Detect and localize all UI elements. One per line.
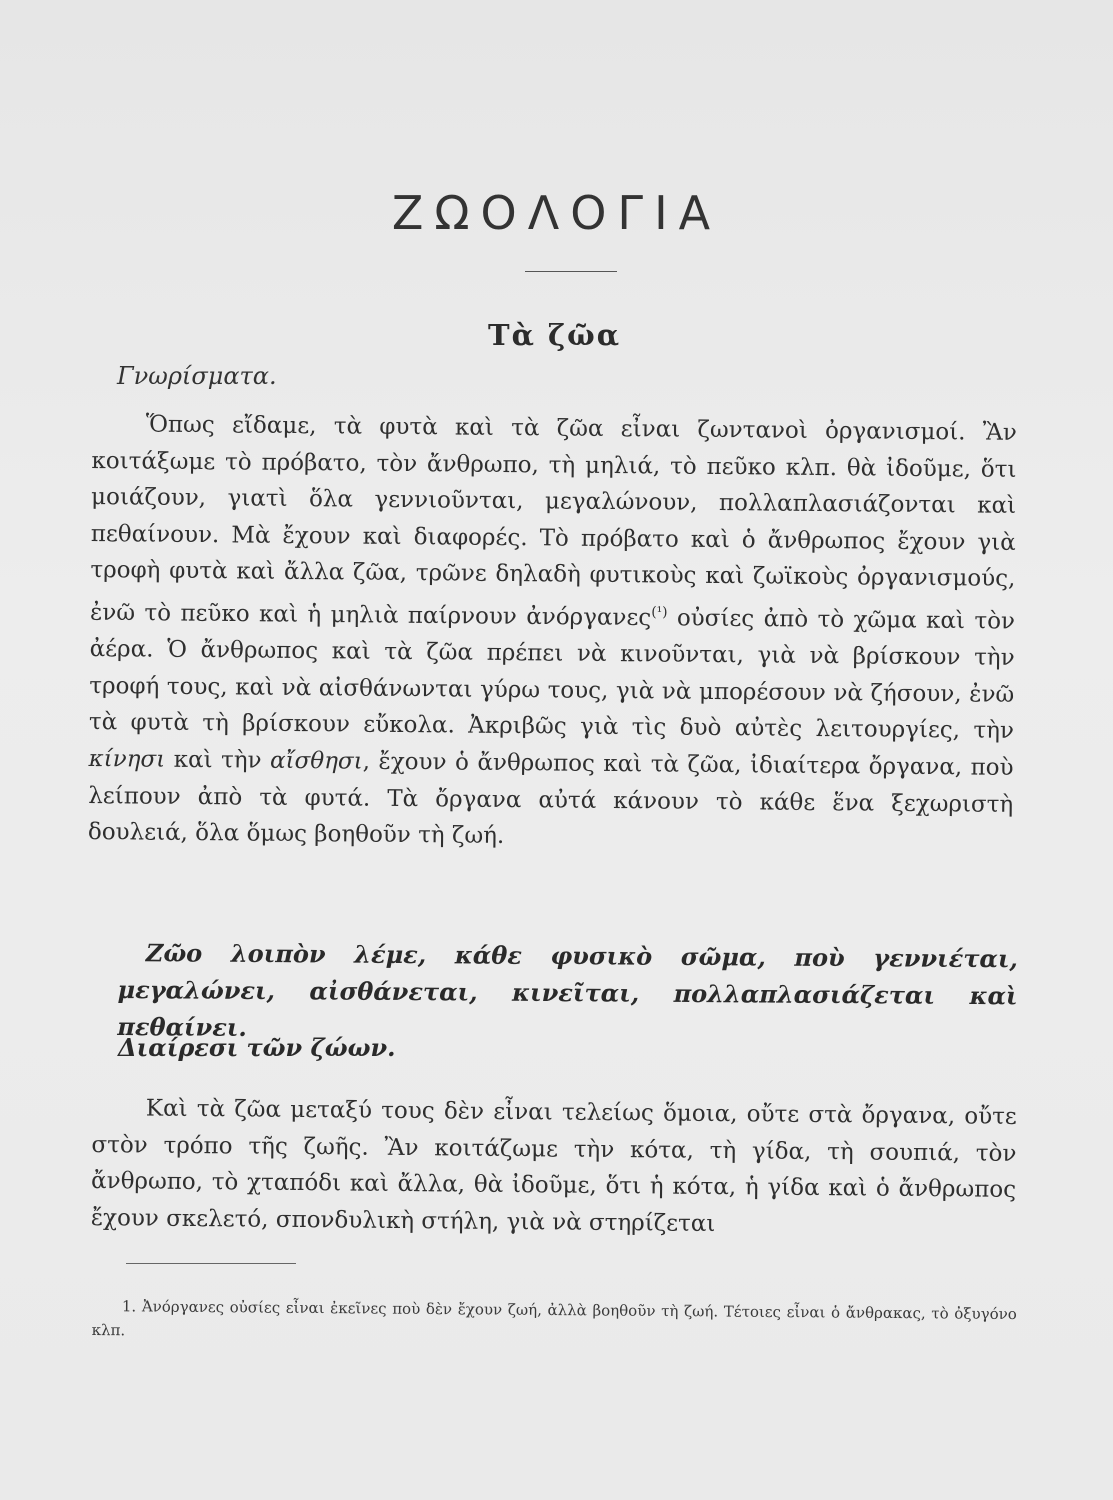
paragraph-1-and: καὶ τὴν — [165, 746, 271, 774]
paragraph-1-start: Ὅπως εἴδαμε, τὰ φυτὰ καὶ τὰ ζῶα εἶναι ζωντανοὶ ὀργανισμοί. Ἂν κοιτάξωμε τὸ πρόβατο, τὸν ἄνθρωπο, τὴ μηλιά, τὸ πεῦκο κλπ. θὰ ἰδοῦμε, ὅτι μοιάζουν, γιατὶ ὅλα γεννιοῦνται, μεγαλώνουν, πολλαπλασιάζονται καὶ πεθαίνουν. Μὰ ἔχουν καὶ διαφορές. Τὸ πρόβατο καὶ ὁ ἄνθρωπος ἔχουν γιὰ τροφὴ φυτὰ καὶ ἄλλα ζῶα, τρῶνε δηλαδὴ φυτικοὺς καὶ ζωϊκοὺς ὀργανισμούς, ἐνῶ τὸ πεῦκο καὶ ἡ μηλιὰ παίρνουν ἀνόργανες — [89, 411, 1017, 632]
footnote-marker: (¹) — [651, 604, 668, 621]
body-paragraph-2 — [91, 1090, 1017, 1245]
footnote: 1. Ἀνόργανες οὐσίες εἶναι ἐκεῖνες ποὺ δὲν ἔχουν ζωή, ἀλλὰ βοηθοῦν τὴ ζωή. Τέτοιες εἶναι ὁ ἄνθρακας, τὸ ὀξυγόνο κλπ. — [91, 1297, 1017, 1340]
paragraph-2-text: Καὶ τὰ ζῶα μεταξύ τους δὲν εἶναι τελείως ὅμοια, οὔτε στὰ ὄργανα, οὔτε στὸν τρόπο τῆς ζωῆς. Ἂν κοιτάζωμε τὴν κότα, τὴ γίδα, τὴ σουπιά, τὸν ἄνθρωπο, τὸ χταπόδι καὶ ἄλλα, θὰ ἰδοῦμε, ὅτι ἡ κότα, ἡ γίδα καὶ ὁ ἄνθρωπος ἔχουν σκελετό, σπονδυλικὴ στήλη, γιὰ νὰ στηρίζεται — [90, 1095, 1017, 1237]
term-kinesi: κίνησι — [88, 745, 166, 773]
section-title: Τὰ ζῶα — [488, 318, 622, 352]
margin-sidenote: Γνωρίσματα. — [117, 362, 277, 390]
body-paragraph-1 — [88, 406, 1017, 860]
subheading-classification: Διαίρεσι τῶν ζώων. — [118, 1033, 396, 1062]
paragraph-1-continued: οὐσίες ἀπὸ τὸ χῶμα καὶ τὸν ἀέρα. Ὁ ἄνθρωπος καὶ τὰ ζῶα πρέπει νὰ κινοῦνται, γιὰ νὰ βρίσκουν τὴν τροφή τους, καὶ νὰ αἰσθάνωνται γύρω τους, γιὰ νὰ μπορέσουν νὰ ζήσουν, ἐνῶ τὰ φυτὰ τὴ βρίσκουν εὔκολα. Ἀκριβῶς γιὰ τὶς δυὸ αὐτὲς λειτουργίες, τὴν — [88, 605, 1016, 745]
term-aisthisi: αἴσθησι — [269, 747, 363, 775]
footnote-divider — [126, 1263, 296, 1264]
paragraph-1-text — [88, 406, 1017, 860]
definition-paragraph: Ζῶο λοιπὸν λέμε, κάθε φυσικὸ σῶμα, ποὺ γεννιέται, μεγαλώνει, αἰσθάνεται, κινεῖται, πολλαπλασιάζεται καὶ πεθαίνει. — [117, 938, 1018, 1042]
page-title: ΖΩΟΛΟΓΙΑ — [391, 186, 722, 240]
title-divider — [525, 271, 617, 272]
paragraph-1-end: , ἔχουν ὁ ἄνθρωπος καὶ τὰ ζῶα, ἰδιαίτερα ὄργανα, ποὺ λείπουν ἀπὸ τὰ φυτά. Τὰ ὄργανα αὐτά κάνουν τὸ κάθε ἕνα ξεχωριστὴ δουλειά, ὅλα ὅμως βοηθοῦν τὴ ζωή. — [87, 748, 1014, 850]
